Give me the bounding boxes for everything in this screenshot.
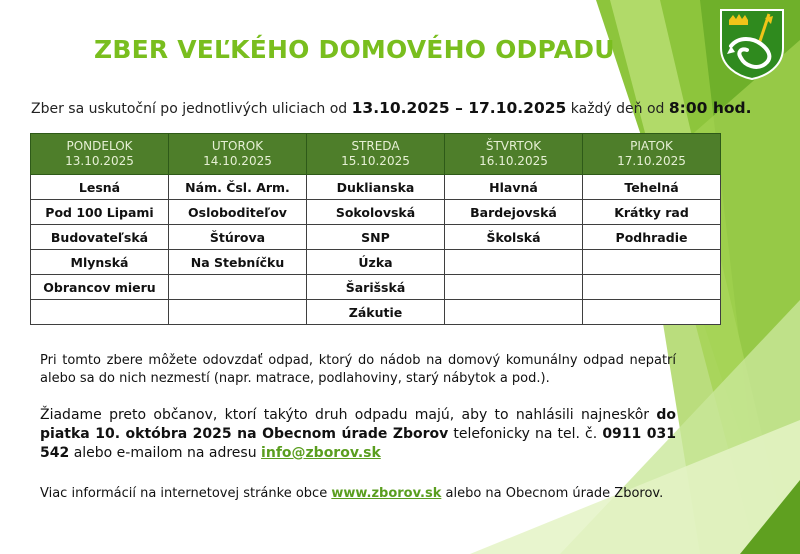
registration-text-after: alebo e-mailom na adresu <box>73 445 257 461</box>
street-cell: Nám. Čsl. Arm. <box>169 175 307 200</box>
street-cell: SNP <box>307 225 445 250</box>
street-cell: Školská <box>445 225 583 250</box>
table-row <box>31 275 721 300</box>
street-cell: Osloboditeľov <box>169 200 307 225</box>
zborov-coat-of-arms-icon <box>719 8 785 80</box>
day-header-wednesday <box>307 134 445 175</box>
street-cell <box>169 275 307 300</box>
street-cell: Duklianska <box>307 175 445 200</box>
street-cell: Šarišská <box>307 275 445 300</box>
collection-schedule-table <box>30 133 721 325</box>
table-row <box>31 175 721 200</box>
street-cell: Na Stebníčku <box>169 250 307 275</box>
day-header-thursday <box>445 134 583 175</box>
day-header-friday <box>583 134 721 175</box>
street-cell <box>445 300 583 325</box>
collection-intro <box>31 99 752 117</box>
street-cell <box>445 250 583 275</box>
more-info-paragraph <box>40 485 676 503</box>
registration-deadline: do piatka 10. októbra 2025 na Obecnom úrade Zborov <box>40 407 676 442</box>
street-cell: Štúrova <box>169 225 307 250</box>
street-cell <box>445 275 583 300</box>
intro-text-before: Zber sa uskutoční po jednotlivých uliciach od <box>31 101 348 117</box>
street-cell <box>583 250 721 275</box>
street-cell <box>583 275 721 300</box>
street-cell <box>583 300 721 325</box>
email-link[interactable]: info@zborov.sk <box>261 445 381 461</box>
street-cell: Bardejovská <box>445 200 583 225</box>
schedule-header-row <box>31 134 721 175</box>
street-cell: Lesná <box>31 175 169 200</box>
table-row <box>31 225 721 250</box>
street-cell: Podhradie <box>583 225 721 250</box>
table-row <box>31 300 721 325</box>
phone-number: 0911 031 542 <box>40 426 677 461</box>
day-date: 16.10.2025 <box>479 154 548 168</box>
day-name: PONDELOK <box>66 139 133 153</box>
day-date: 14.10.2025 <box>203 154 272 168</box>
registration-paragraph <box>40 406 676 463</box>
table-row <box>31 200 721 225</box>
street-cell: Sokolovská <box>307 200 445 225</box>
registration-text-middle: telefonicky na tel. č. <box>453 426 598 442</box>
intro-text-middle: každý deň od <box>570 101 665 117</box>
accepted-waste-paragraph: Pri tomto zbere môžete odovzdať odpad, ktorý do nádob na domový komunálny odpad nepatrí alebo sa do nich nezmestí (napr. matrace, podlahoviny, starý nábytok a pod.). <box>40 353 676 386</box>
street-cell: Budovateľská <box>31 225 169 250</box>
day-name: STREDA <box>351 139 400 153</box>
day-date: 13.10.2025 <box>65 154 134 168</box>
collection-start-time: 8:00 hod. <box>668 99 752 117</box>
street-cell: Krátky rad <box>583 200 721 225</box>
street-cell: Hlavná <box>445 175 583 200</box>
day-name: UTOROK <box>211 139 264 153</box>
more-info-text-after: alebo na Obecnom úrade Zborov. <box>445 486 664 501</box>
street-cell <box>31 300 169 325</box>
day-header-tuesday <box>169 134 307 175</box>
street-cell: Tehelná <box>583 175 721 200</box>
day-header-monday <box>31 134 169 175</box>
street-cell: Pod 100 Lipami <box>31 200 169 225</box>
collection-date-range: 13.10.2025 – 17.10.2025 <box>351 99 567 117</box>
street-cell: Mlynská <box>31 250 169 275</box>
day-name: PIATOK <box>630 139 673 153</box>
table-row <box>31 250 721 275</box>
day-date: 15.10.2025 <box>341 154 410 168</box>
street-cell: Zákutie <box>307 300 445 325</box>
website-link[interactable]: www.zborov.sk <box>331 486 442 501</box>
street-cell: Úzka <box>307 250 445 275</box>
day-date: 17.10.2025 <box>617 154 686 168</box>
street-cell <box>169 300 307 325</box>
registration-text-before: Žiadame preto občanov, ktorí takýto druh odpadu majú, aby to nahlásili najneskôr <box>40 407 650 423</box>
day-name: ŠTVRTOK <box>485 139 542 153</box>
page-title: ZBER VEĽKÉHO DOMOVÉHO ODPADU <box>94 35 615 64</box>
more-info-text-before: Viac informácií na internetovej stránke obce <box>40 486 328 501</box>
street-cell: Obrancov mieru <box>31 275 169 300</box>
